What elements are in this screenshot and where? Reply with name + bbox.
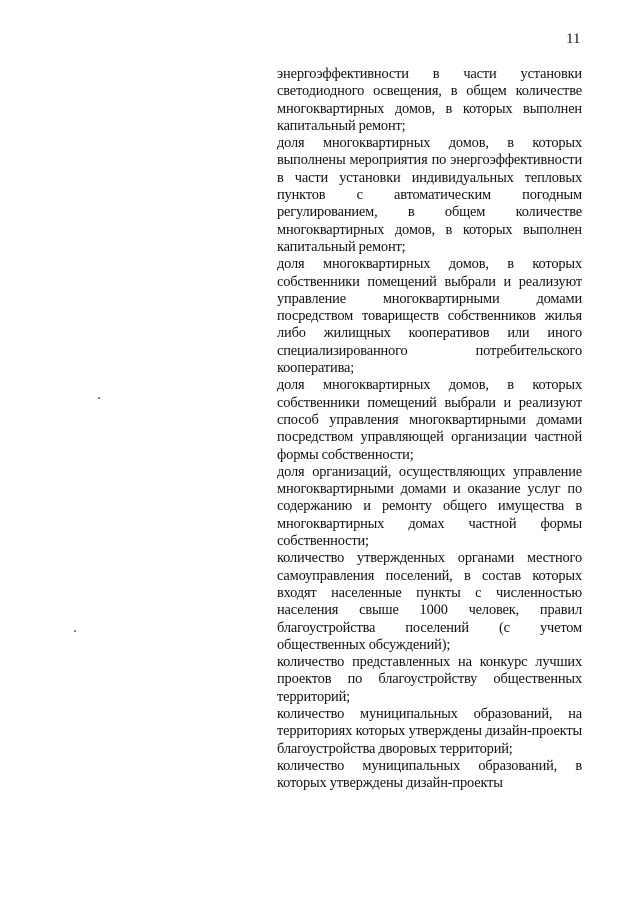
paragraph-improvement-rules: количество утвержденных органами местного самоуправления поселений, в состав которых входят населенные пункты с численностью населения свыше 1000 человек, правил благоустройства поселений (с учетом общественных обсуждений);	[277, 550, 582, 653]
paragraph-courtyard-design-projects: количество муниципальных образований, на территориях которых утверждены дизайн-проекты благоустройства дворовых территорий;	[277, 705, 582, 757]
paragraph-private-management-company: доля многоквартирных домов, в которых собственники помещений выбрали и реализуют способ управления многоквартирными домами посредством управляющей организации частной формы собственности;	[277, 377, 582, 463]
page-number: 11	[566, 31, 581, 47]
paragraph-design-projects-continued: количество муниципальных образований, в которых утверждены дизайн-проекты	[277, 757, 582, 792]
paragraph-contest-projects: количество представленных на конкурс лучших проектов по благоустройству общественных территорий;	[277, 654, 582, 705]
paragraph-private-organizations: доля организаций, осуществляющих управление многоквартирными домами и оказание услуг по содержанию и ремонту общего имущества в многоквартирных домах частной формы собственности;	[277, 463, 582, 550]
scan-speck	[74, 630, 76, 632]
paragraph-heating-points: доля многоквартирных домов, в которых выполнены мероприятия по энергоэффективности в части установки индивидуальных тепловых пунктов с автоматическим погодным регулированием, в общем количестве многоквартирных домов, в которых выполнен капитальный ремонт;	[277, 135, 582, 255]
paragraph-led-lighting: энергоэффективности в части установки светодиодного освещения, в общем количестве многоквартирных домов, в которых выполнен капитальный ремонт;	[277, 66, 582, 134]
document-body	[277, 66, 582, 792]
scan-speck	[98, 397, 100, 399]
paragraph-hoa-management: доля многоквартирных домов, в которых собственники помещений выбрали и реализуют управление многоквартирными домами посредством товариществ собственников жилья либо жилищных кооперативов или иного специализированного потребительского кооператива;	[277, 256, 582, 377]
